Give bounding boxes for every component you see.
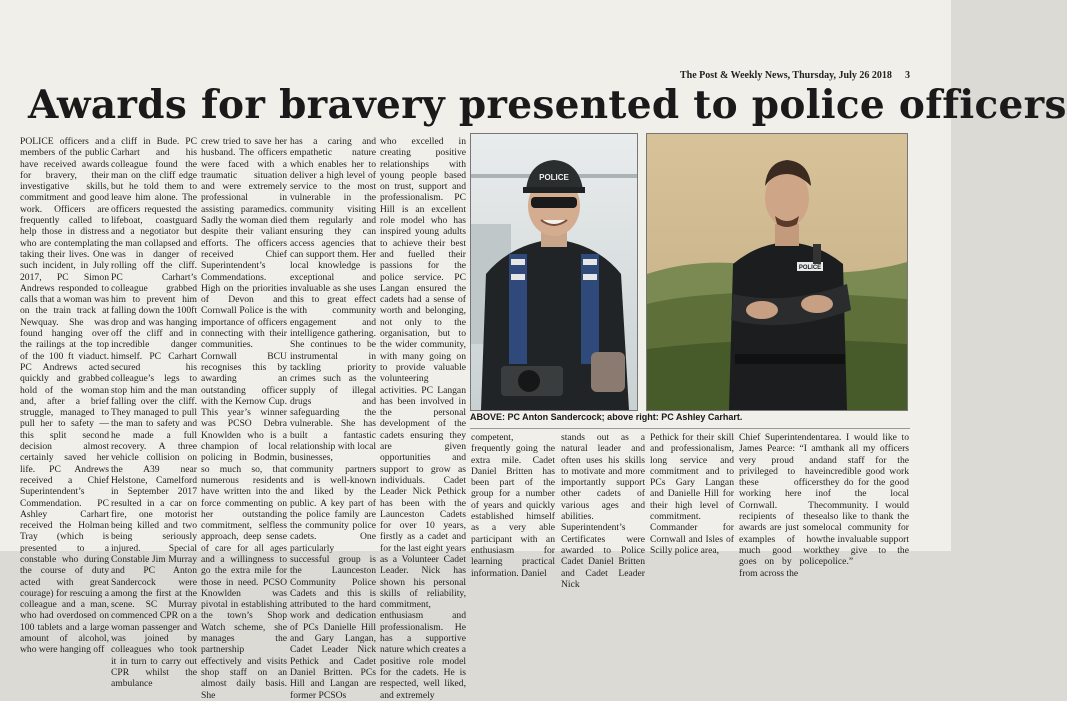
- lower-column-2: stands out as a natural leader and often uses his skills to motivate and more importantly support other cadets of various ages and abilities. Superintendent’s Certificates were awarded to Police Cadet Daniel Britten and Cadet Leader Nick: [561, 432, 645, 590]
- article-column-2: a cliff in Bude. PC Carhart and his colleague found the man on the cliff edge but he told them to leave him alone. The officers requested the lifeboat, coastguard and a negotiator but the man collapsed and was in danger of rolling off the cliff. PC Carhart’s colleague grabbed him to prevent him falling down the 100ft drop and was hanging off the cliff and in incredible danger himself. PC Carhart secured his colleague’s legs to stop him and the man falling over the cliff. They managed to pull the man to safety and he made a full recovery. A three vehicle collision on the A39 near Helstone, Camelford in September 2017 resulted in a car on fire, one motorist being killed and two being seriously injured. Special Constable Jim Murray and PC Anton Sandercock were among the first at the scene. SC Murray commenced CPR on a woman passenger and was joined by colleagues who took it in turn to carry out CPR whilst the ambulance: [111, 136, 197, 690]
- article-column-4: has a caring and empathetic nature which enables her to deliver a high level of service to the most vulnerable in the community visiting them regularly and ensuring they can access agencies that can support them. Her local knowledge is exceptional and invaluable as she uses this to great effect with community engagement and intelligence gathering. She continues to be instrumental in tackling priority crimes such as the supply of illegal drugs and safeguarding the vulnerable. She has built a fantastic relationship with local businesses, community partners and is well-known and liked by the public. A key part of the police family are the community police cadets. One particularly successful group is the Launceston Community Police Cadets and this is attributed to the hard work and dedication of PCs Danielle Hill and Gary Langan, Cadet Leader Nick Pethick and Cadet Daniel Britten. PCs Hill and Langan are former PCSOs: [290, 136, 376, 701]
- page-folio: [680, 70, 910, 81]
- paper-date-line: The Post & Weekly News, Thursday, July 26 2018: [680, 70, 892, 81]
- lower-column-1: competent, frequently going the extra mile. Cadet Daniel Britten has been part of the group for a number of years and quickly established himself as a very able participant with an enthusiasm for learning practical information. Daniel: [471, 432, 555, 579]
- article-column-3: crew tried to save her husband. The officers were faced with a traumatic situation and were extremely professional in assisting paramedics. Sadly the woman died despite their valiant efforts. The officers received Chief Superintendent’s Commendations. High on the priorities of Devon and Cornwall Police is the importance of officers connecting with their communities. Cornwall BCU recognises this by awarding an outstanding officer with the Kernow Cup. This year’s winner was PCSO Debra Knowlden who is a champion of local policing in Bodmin, so much so, that numerous residents have written into the force commenting on her outstanding commitment, selfless approach, deep sense of care for all ages and a willingness to go the extra mile for those in need. PCSO Knowlden was pivotal in establishing the town’s Shop Watch scheme, she manages the partnership effectively and visits shop staff on an almost daily basis. She: [201, 136, 287, 701]
- page-number: 3: [905, 70, 910, 81]
- article-column-5: who excelled in creating positive relationships with young people based on trust, support and professionalism. PC Hill is an excellent role model who has inspired young adults to achieve their best and fuelled their passions for the police service. PC Langan ensured the cadets had a sense of worth and belonging, not only to the organisation, but to the wider community, with many going on to provide valuable volunteering activities. PC Langan has been involved in the personal development of the cadets ensuring they are given opportunities and support to grow as individuals. Cadet Leader Nick Pethick has been with the Launceston Cadets for over 10 years, firstly as a cadet and for the last eight years as a Volunteer Cadet Leader. Nick has shown his personal skills of reliability, commitment, enthusiasm and professionalism. He has a supportive nature which creates a positive role model for the cadets. He is respected, well liked, and extremely: [380, 136, 466, 701]
- article-column-1: POLICE officers and members of the public have received awards for bravery, their investigative skills, commitment and good work. Officers are frequently called to help those in distress who are contemplating taking their lives. One such incident, in July 2017, PC Simon Andrews responded to calls that a woman was on the train track at Newquay. She was found hanging over the railings at the top of the 100 ft viaduct. PC Andrews acted quickly and grabbed hold of the woman and, after a brief struggle, managed to pull her to safety — this split second decision almost certainly saved her life. PC Andrews received a Chief Superintendent’s Commendation. PC Ashley Carhart received the Holman Tray (which is presented to a constable who during the course of duty acted with great courage) for rescuing a colleague and a man, who had overdosed on 100 tablets and a large amount of alcohol, who were hanging off: [20, 136, 109, 656]
- headline: Awards for bravery presented to police officers: [28, 82, 1067, 128]
- photo-pc-anton-sandercock: [470, 133, 638, 411]
- cap-badge-text: POLICE: [539, 173, 569, 182]
- photo-caption: ABOVE: PC Anton Sandercock; above right: PC Ashley Carhart.: [470, 412, 743, 422]
- lower-column-3: Pethick for their skill and professionalism, long service and commitment and to PCs Gary Langan and Danielle Hill for their high level of commitment. Commander for Cornwall and Isles of Scilly police area,: [650, 432, 734, 556]
- lower-column-4: Chief Superintendent James Pearce: “I am very proud and privileged to have these officers working here in Cornwall. The recipients of these awards are just some examples of how much good work goes on by police from across the: [739, 432, 823, 579]
- photo-pc-ashley-carhart: [646, 133, 908, 411]
- caption-divider: [470, 428, 910, 429]
- vest-badge-text: POLICE: [798, 265, 822, 271]
- lower-column-5: area. I would like to thank all my officers and staff for the incredible good work they do for the good of the local community. I would also like to thank the local community for the invaluable support they give to the police.”: [823, 432, 909, 568]
